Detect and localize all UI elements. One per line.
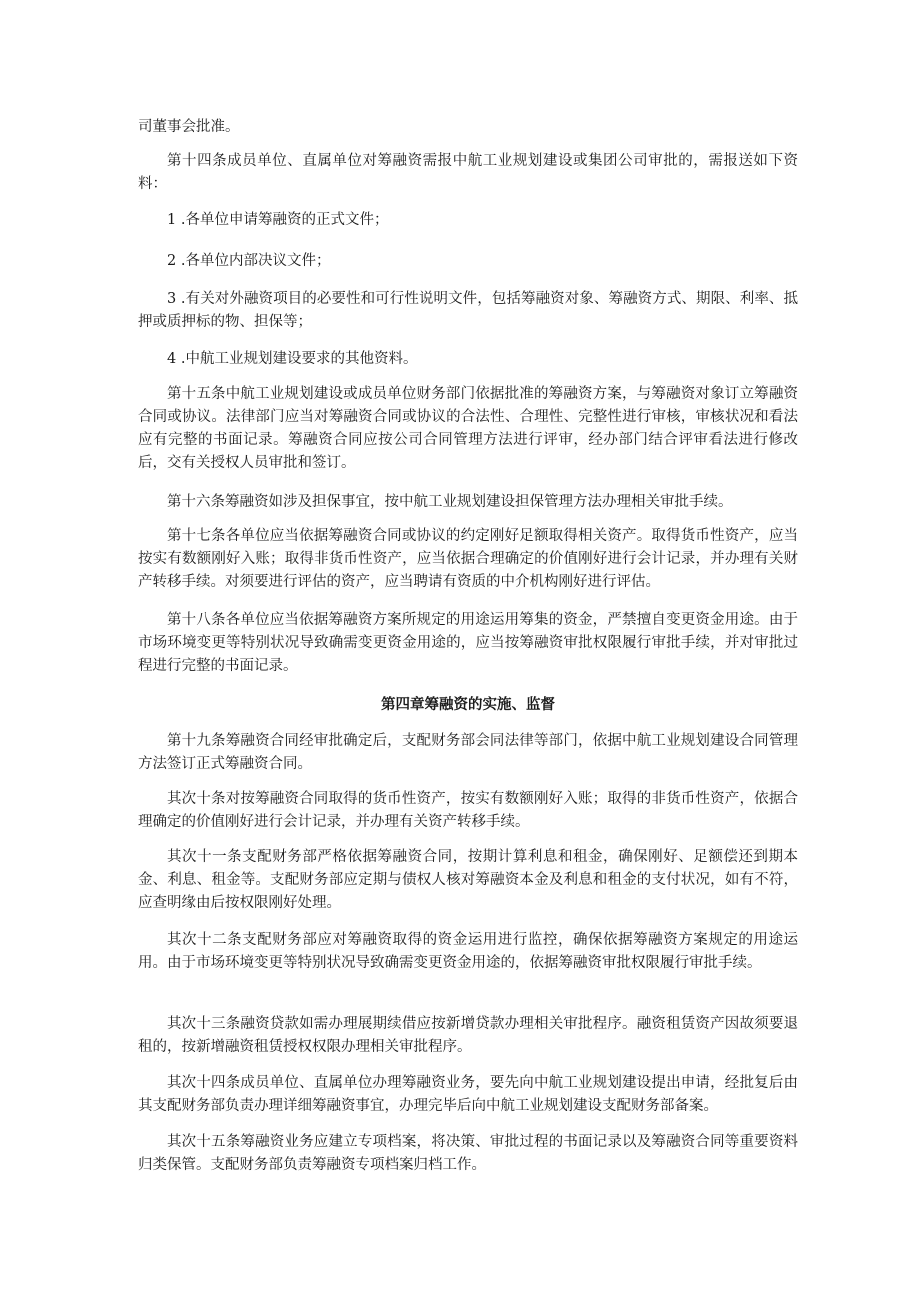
article-21: 其次十一条支配财务部严格依据筹融资合同，按期计算利息和租金，确保刚好、足额偿还到期本金、利息、租金等。支配财务部应定期与债权人核对筹融资本金及利息和租金的支付状况，如有不符，应查明缘由后按权限刚好处理。 — [138, 849, 798, 911]
article-19: 第十九条筹融资合同经审批确定后，支配财务部会同法律等部门，依据中航工业规划建设合同管理方法签订正式筹融资合同。 — [138, 733, 798, 772]
chapter-heading: 第四章筹融资的实施、监督 — [381, 696, 555, 713]
article-25: 其次十五条筹融资业务应建立专项档案，将决策、审批过程的书面记录以及筹融资合同等重要资料归类保管。支配财务部负责筹融资专项档案归档工作。 — [138, 1134, 798, 1173]
paragraph-continuation: 司董事会批准。 — [138, 119, 240, 135]
article-17: 第十七条各单位应当依据筹融资合同或协议的约定刚好足额取得相关资产。取得货币性资产，应当按实有数额刚好入账；取得非货币性资产，应当依据合理确定的价值刚好进行会计记录，并办理有关财产转移手续。对须要进行评估的资产，应当聘请有资质的中介机构刚好进行评估。 — [138, 528, 798, 590]
article-16: 第十六条筹融资如涉及担保事宜，按中航工业规划建设担保管理方法办理相关审批手续。 — [167, 494, 733, 510]
article-24: 其次十四条成员单位、直属单位办理筹融资业务，要先向中航工业规划建设提出申请，经批复后由其支配财务部负责办理详细筹融资事宜，办理完毕后向中航工业规划建设支配财务部备案。 — [138, 1075, 798, 1114]
article-23: 其次十三条融资贷款如需办理展期续借应按新增贷款办理相关审批程序。融资租赁资产因故须要退租的，按新增融资租赁授权权限办理相关审批程序。 — [138, 1016, 798, 1055]
article-18: 第十八条各单位应当依据筹融资方案所规定的用途运用筹集的资金，严禁擅自变更资金用途。由于市场环境变更等特别状况导致确需变更资金用途的，应当按筹融资审批权限履行审批手续，并对审批过程进行完整的书面记录。 — [138, 612, 798, 674]
article-22: 其次十二条支配财务部应对筹融资取得的资金运用进行监控，确保依据筹融资方案规定的用途运用。由于市场环境变更等特别状况导致确需变更资金用途的，依据筹融资审批权限履行审批手续。 — [138, 932, 798, 971]
list-item-3: 3 .有关对外融资项目的必要性和可行性说明文件，包括筹融资对象、筹融资方式、期限、利率、抵押或质押标的物、担保等； — [138, 291, 798, 330]
article-20: 其次十条对按筹融资合同取得的货币性资产，按实有数额刚好入账；取得的非货币性资产，依据合理确定的价值刚好进行会计记录，并办理有关资产转移手续。 — [138, 791, 798, 830]
article-14: 第十四条成员单位、直属单位对筹融资需报中航工业规划建设或集团公司审批的，需报送如下资料： — [138, 153, 798, 192]
article-15: 第十五条中航工业规划建设或成员单位财务部门依据批准的筹融资方案，与筹融资对象订立筹融资合同或协议。法律部门应当对筹融资合同或协议的合法性、合理性、完整性进行审核，审核状况和看法应有完整的书面记录。筹融资合同应按公司合同管理方法进行评审，经办部门结合评审看法进行修改后，交有关授权人员审批和签订。 — [138, 386, 798, 471]
list-item-4: 4 .中航工业规划建设要求的其他资料。 — [167, 351, 418, 367]
list-item-2: 2 .各单位内部决议文件； — [167, 253, 331, 269]
list-item-1: 1 .各单位申请筹融资的正式文件； — [167, 212, 389, 228]
